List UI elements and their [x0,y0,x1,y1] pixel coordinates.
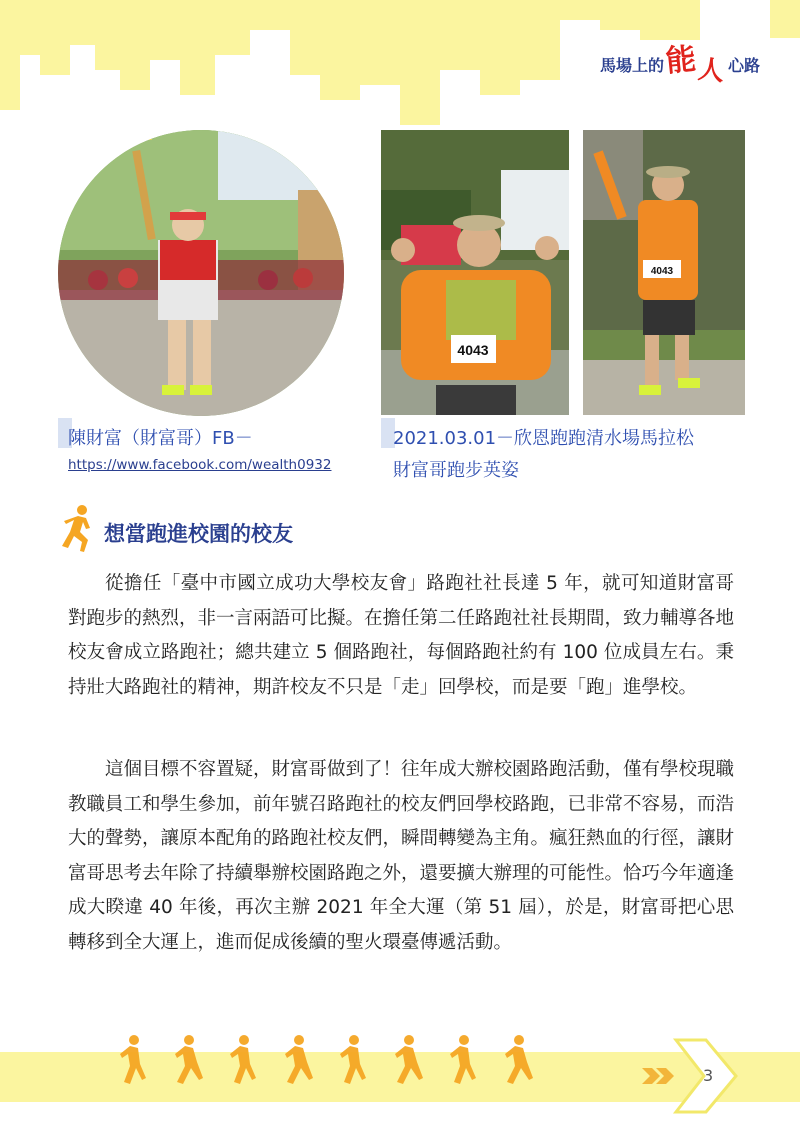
facebook-link[interactable]: https://www.facebook.com/wealth0932 [68,457,332,473]
section-heading: 想當跑進校園的校友 [104,522,293,546]
header-title [599,41,760,88]
page-number: 3 [703,1066,714,1085]
caption-left-line1: 陳財富（財富哥）FB－ [68,428,253,449]
header-title-part1: 馬場上的 [599,56,664,75]
header-title-big1: 能 [664,41,698,80]
marathon-photo-1 [381,130,569,415]
footer-band [0,1030,800,1132]
caption-right-line1: 2021.03.01－欣恩跑跑清水場馬拉松 [393,428,695,449]
runner-icon [56,504,96,554]
bib-number-2: 4043 [650,266,674,277]
body-paragraph-2: 這個目標不容置疑，財富哥做到了！往年成大辦校園路跑活動，僅有學校現職教職員工和學生參加，前年號召路跑社的校友們回學校路跑，已非常不容易，而浩大的聲勢，讓原本配角的路跑社校友們，瞬間轉變為主角。瘋狂熱血的行徑，讓財富哥思考去年除了持續舉辦校園路跑之外，還要擴大辦理的可能性。恰巧今年適逢成大睽違 40 年後，再次主辦 2021 年全大運（第 51 屆），於是，財富哥把心思轉移到全大運上，進而促成後續的聖火環臺傳遞活動。 [68,759,735,953]
body-paragraph-1: 從擔任「臺中市國立成功大學校友會」路跑社社長達 5 年，就可知道財富哥對跑步的熱烈，非一言兩語可比擬。在擔任第二任路跑社社長期間，致力輔導各地校友會成立路跑社；總共建立 5 個路跑社，每個路跑社約有 100 位成員左右。秉持壯大路跑社的精神，期許校友不只是「走」回學校，而是要「跑」進學校。 [68,573,735,698]
torch-bearer-photo [58,130,344,416]
caption-right-line2: 財富哥跑步英姿 [393,460,519,481]
marathon-photo-2 [583,130,745,415]
header-title-part2: 心路 [727,56,760,75]
bib-number-1: 4043 [457,342,489,358]
header-title-big2: 人 [696,54,726,88]
